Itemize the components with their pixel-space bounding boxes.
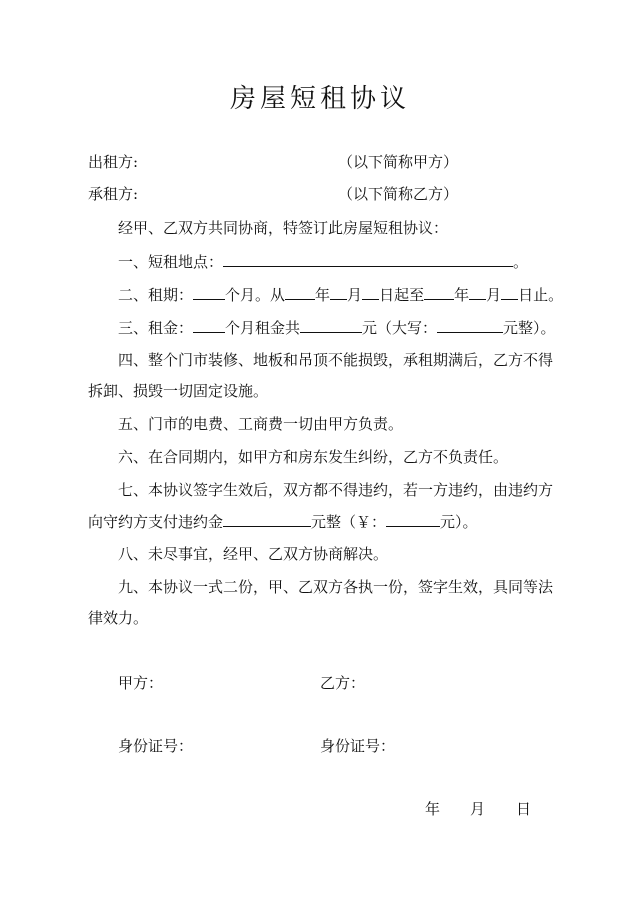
lessee-note: （以下简称乙方） (338, 185, 459, 203)
party-a-id-label: 身份证号： (118, 737, 194, 755)
clause-7-text-a: 向守约方支付违约金 (88, 513, 224, 531)
rent-months-blank[interactable] (193, 317, 225, 333)
clause-9-line-1: 九、本协议一式二份，甲、乙双方各执一份，签字生效，具同等法 (118, 578, 554, 596)
clause-3-label: 三、租金： (118, 319, 194, 337)
clause-8: 八、未尽事宜，经甲、乙双方协商解决。 (118, 545, 389, 563)
party-a-signature-label: 甲方： (118, 674, 164, 692)
lessor-note: （以下简称甲方） (338, 153, 459, 171)
party-b-signature-label: 乙方： (320, 674, 366, 692)
clause-7-line-1: 七、本协议签字生效后，双方都不得违约，若一方违约，由违约方 (118, 481, 554, 499)
clause-1-suffix: 。 (513, 253, 529, 271)
clause-9-line-2: 律效力。 (88, 609, 149, 627)
rent-uppercase-blank[interactable] (437, 317, 503, 333)
clause-3 (118, 317, 556, 338)
term-months-blank[interactable] (193, 284, 225, 300)
clause-4-line-2: 拆卸、损毁一切固定设施。 (88, 382, 269, 400)
clause-3-text-b: 个月租金共 (225, 319, 301, 337)
location-blank[interactable] (223, 251, 513, 267)
clause-7-text-c: 元）。 (440, 513, 478, 531)
lessee-label: 承租方: (88, 185, 139, 203)
clause-2-text-e: 日起至 (379, 286, 425, 304)
clause-3-text-d: 元整）。 (503, 319, 556, 337)
clause-2-text-c: 年 (315, 286, 331, 304)
clause-2-text-g: 月 (486, 286, 502, 304)
clause-2-text-h: 日止。 (518, 286, 564, 304)
clause-5: 五、门市的电费、工商费一切由甲方负责。 (118, 415, 404, 433)
lessor-label: 出租方: (88, 153, 139, 171)
clause-6: 六、在合同期内，如甲方和房东发生纠纷，乙方不负责任。 (118, 448, 509, 466)
penalty-amount-blank[interactable] (223, 511, 311, 527)
document-title: 房屋短租协议 (229, 84, 410, 114)
date-month-label: 月 (470, 800, 486, 818)
preamble: 经甲、乙双方共同协商，特签订此房屋短租协议： (118, 219, 449, 237)
end-month-blank[interactable] (469, 284, 486, 300)
end-day-blank[interactable] (501, 284, 518, 300)
clause-7-text-b: 元整（￥： (311, 513, 387, 531)
penalty-yuan-blank[interactable] (386, 511, 440, 527)
clause-4-line-1: 四、整个门市装修、地板和吊顶不能损毁，承租期满后，乙方不得 (118, 351, 554, 369)
date-year-label: 年 (425, 800, 441, 818)
start-month-blank[interactable] (330, 284, 347, 300)
date-day-label: 日 (516, 800, 532, 818)
clause-2-text-f: 年 (454, 286, 470, 304)
clause-3-text-c: 元（大写： (362, 319, 438, 337)
clause-2-label: 二、租期： (118, 286, 194, 304)
clause-1 (118, 251, 528, 272)
start-year-blank[interactable] (285, 284, 315, 300)
clause-2-text-d: 月 (347, 286, 363, 304)
clause-2 (118, 284, 563, 305)
start-day-blank[interactable] (362, 284, 379, 300)
rent-amount-blank[interactable] (300, 317, 362, 333)
clause-7-line-2 (88, 511, 478, 532)
end-year-blank[interactable] (424, 284, 454, 300)
clause-2-text-b: 个月。从 (225, 286, 286, 304)
party-b-id-label: 身份证号： (320, 737, 396, 755)
clause-1-prefix: 一、短租地点： (118, 253, 224, 271)
